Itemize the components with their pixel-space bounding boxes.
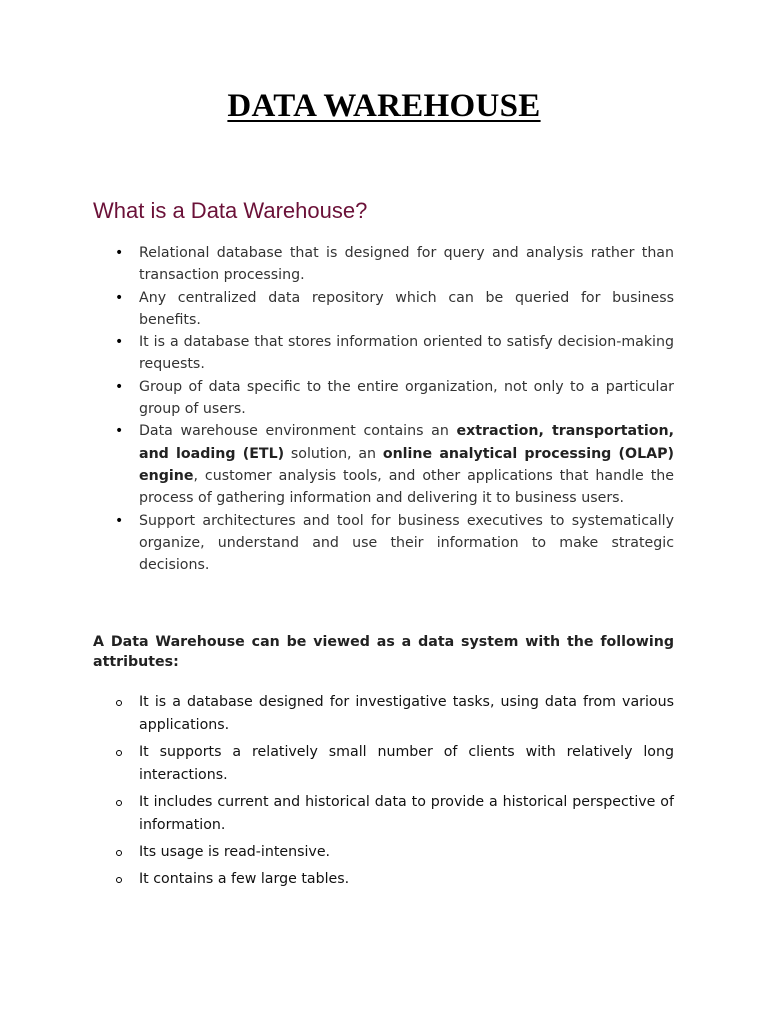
list-item bbox=[93, 510, 674, 577]
list-item bbox=[93, 691, 674, 737]
list-item-text: solution, an bbox=[284, 445, 383, 462]
hollow-circle-bullet-icon bbox=[116, 750, 122, 756]
bullet-icon: • bbox=[115, 245, 124, 261]
list-item bbox=[93, 331, 674, 376]
list-item-text: Support architectures and tool for business executives to systematically organize, understand and use their information to make strategic decisions. bbox=[139, 512, 674, 574]
document-title: DATA WAREHOUSE bbox=[227, 88, 541, 124]
bullet-icon: • bbox=[115, 289, 124, 306]
bold-text: online analytical processing (OLAP) engine bbox=[139, 445, 674, 484]
list-item-text: It contains a few large tables. bbox=[139, 871, 350, 887]
hollow-circle-bullet-icon bbox=[116, 877, 122, 883]
list-item-text: It is a database that stores information oriented to satisfy decision-making requests. bbox=[139, 334, 674, 373]
list-item bbox=[93, 287, 674, 332]
definition-bullet-list bbox=[93, 242, 674, 576]
list-item-text: Group of data specific to the entire organization, not only to a particular group of users. bbox=[139, 378, 674, 418]
list-item bbox=[93, 791, 674, 837]
bold-text: extraction, transportation, and loading (ETL) bbox=[139, 423, 674, 462]
list-item-text: Any centralized data repository which can be queried for business benefits. bbox=[139, 289, 674, 328]
list-item-text: It includes current and historical data to provide a historical perspective of information. bbox=[139, 794, 674, 833]
attributes-intro: A Data Warehouse can be viewed as a data system with the following attributes: bbox=[93, 634, 674, 670]
hollow-circle-bullet-icon bbox=[116, 850, 122, 856]
list-item bbox=[93, 376, 674, 421]
list-item-text: , customer analysis tools, and other applications that handle the process of gathering information and delivering it to business users. bbox=[139, 467, 674, 507]
attributes-list bbox=[93, 691, 674, 895]
bullet-icon: • bbox=[115, 512, 124, 529]
list-item bbox=[93, 242, 674, 287]
bullet-icon: • bbox=[115, 423, 124, 440]
list-item bbox=[93, 741, 674, 787]
bullet-icon: • bbox=[115, 334, 124, 351]
list-item-text: It is a database designed for investigative tasks, using data from various applications. bbox=[139, 694, 674, 733]
list-item bbox=[93, 420, 674, 509]
list-item-text: Data warehouse environment contains an bbox=[139, 423, 457, 440]
hollow-circle-bullet-icon bbox=[116, 700, 122, 706]
section-heading: What is a Data Warehouse? bbox=[93, 198, 368, 223]
list-item-text: Its usage is read-intensive. bbox=[139, 844, 331, 860]
list-item bbox=[93, 841, 674, 864]
list-item-text: Relational database that is designed for query and analysis rather than transaction processing. bbox=[139, 245, 674, 284]
bullet-icon: • bbox=[115, 378, 124, 395]
list-item bbox=[93, 868, 674, 891]
hollow-circle-bullet-icon bbox=[116, 800, 122, 806]
list-item-text: It supports a relatively small number of clients with relatively long interactions. bbox=[139, 744, 674, 783]
